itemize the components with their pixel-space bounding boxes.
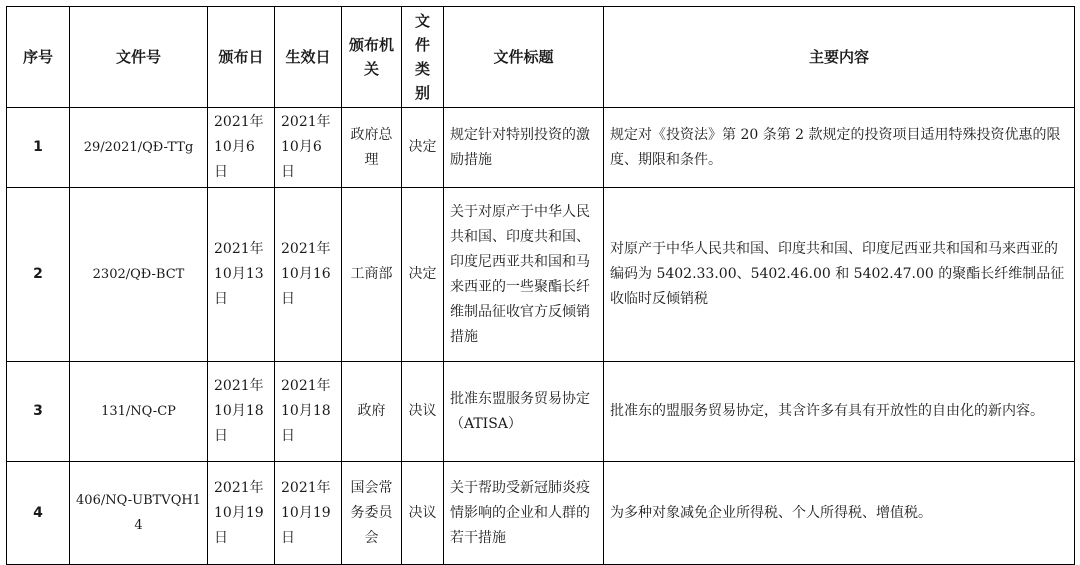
header-no: 序号 (7, 7, 70, 108)
effective-date: 2021年10月6日 (275, 108, 342, 188)
issue-date: 2021年10月13日 (208, 188, 275, 362)
file-number: 2302/QĐ-BCT (70, 188, 208, 362)
table-row (7, 188, 1075, 362)
header-content: 主要内容 (604, 7, 1075, 108)
header-issue-date: 颁布日 (208, 7, 275, 108)
main-content: 规定对《投资法》第 20 条第 2 款规定的投资项目适用特殊投资优惠的限度、期限和条件。 (604, 108, 1075, 188)
file-type: 决定 (402, 188, 444, 362)
header-file-no: 文件号 (70, 7, 208, 108)
file-type: 决议 (402, 362, 444, 462)
file-type: 决议 (402, 462, 444, 565)
effective-date: 2021年10月19日 (275, 462, 342, 565)
issue-date: 2021年10月6日 (208, 108, 275, 188)
header-effective-date: 生效日 (275, 7, 342, 108)
row-no: 2 (7, 188, 70, 362)
table-row (7, 362, 1075, 462)
file-number: 131/NQ-CP (70, 362, 208, 462)
header-issuer: 颁布机关 (342, 7, 402, 108)
main-content: 批准东的盟服务贸易协定，其含许多有具有开放性的自由化的新内容。 (604, 362, 1075, 462)
row-no: 1 (7, 108, 70, 188)
issue-date: 2021年10月19日 (208, 462, 275, 565)
file-title: 关于对原产于中华人民共和国、印度共和国、印度尼西亚共和国和马来西亚的一些聚酯长纤维制品征收官方反倾销措施 (444, 188, 604, 362)
file-title: 规定针对特别投资的激励措施 (444, 108, 604, 188)
issuer: 政府总理 (342, 108, 402, 188)
issuer: 国会常务委员会 (342, 462, 402, 565)
issue-date: 2021年10月18日 (208, 362, 275, 462)
file-title: 关于帮助受新冠肺炎疫情影响的企业和人群的若干措施 (444, 462, 604, 565)
issuer: 政府 (342, 362, 402, 462)
table-row (7, 462, 1075, 565)
file-number: 406/NQ-UBTVQH14 (70, 462, 208, 565)
header-row (7, 7, 1075, 108)
effective-date: 2021年10月18日 (275, 362, 342, 462)
regulations-table (6, 6, 1075, 565)
header-type: 文件类别 (402, 7, 444, 108)
file-number: 29/2021/QĐ-TTg (70, 108, 208, 188)
row-no: 3 (7, 362, 70, 462)
header-title: 文件标题 (444, 7, 604, 108)
file-title: 批准东盟服务贸易协定（ATISA） (444, 362, 604, 462)
issuer: 工商部 (342, 188, 402, 362)
table-row (7, 108, 1075, 188)
effective-date: 2021年10月16日 (275, 188, 342, 362)
row-no: 4 (7, 462, 70, 565)
main-content: 为多种对象减免企业所得税、个人所得税、增值税。 (604, 462, 1075, 565)
file-type: 决定 (402, 108, 444, 188)
main-content: 对原产于中华人民共和国、印度共和国、印度尼西亚共和国和马来西亚的编码为 5402.33.00、5402.46.00 和 5402.47.00 的聚酯长纤维制品征收临时反倾销税 (604, 188, 1075, 362)
